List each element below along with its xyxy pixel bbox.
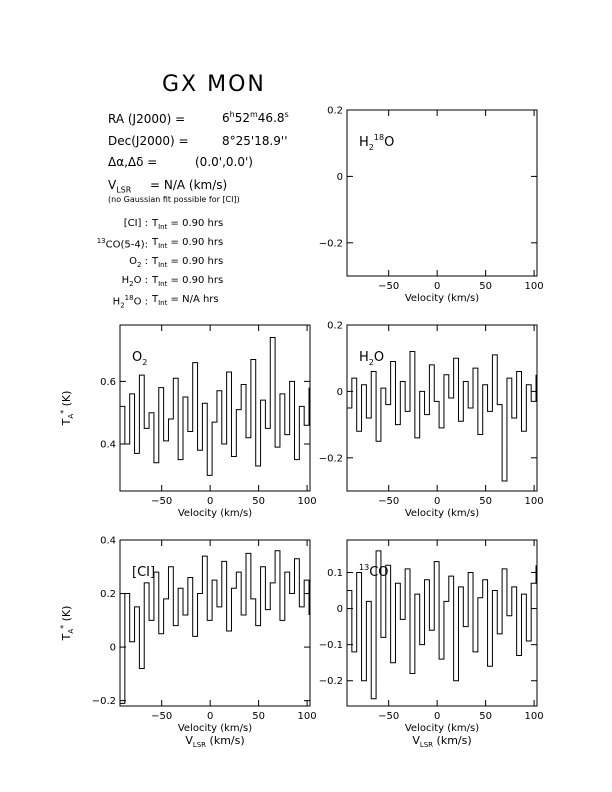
y-tick-label: −0.2 [318,238,343,250]
x-tick-label: 50 [479,281,492,292]
gaussian-note: (no Gaussian fit possible for [CI]) [108,195,240,204]
y-tick-label: 0.4 [100,535,116,547]
y-tick-label: 0.2 [327,320,343,332]
x-tick-label: 100 [524,281,544,292]
dec-label: Dec(J2000) = [108,134,189,148]
dec-value: 8°25'18.9'' [222,134,288,148]
vlsr-value: = N/A (km/s) [150,178,228,192]
integration-time: $T_{Int} = 0.90$ hrs [152,256,224,269]
y-tick-label: 0 [336,386,343,398]
y-tick-label: 0.1 [327,567,343,579]
x-tick-label: 100 [297,496,317,507]
integration-line-label: $^{13}$CO(5-4): [96,237,148,251]
integration-line-label: [CI] : [123,218,148,229]
x-tick-label: 0 [433,496,441,507]
offset-label: Δα,Δδ = [108,155,158,169]
x-tick-label: 50 [479,496,492,507]
integration-time: $T_{Int} = 0.90$ hrs [152,218,224,231]
offset-value: (0.0',0.0') [195,155,253,169]
ra-value: 6$^h$52$^m$46.8$^s$ [222,110,289,125]
x-axis-label: Velocity (km/s) [404,293,480,304]
integration-line-label: $H_2O$ : [121,275,148,288]
x-tick-label: 50 [479,711,492,722]
y-tick-label: 0.4 [100,439,116,451]
vlsr-label: $V_{LSR}$ [108,178,132,195]
x-tick-label: 50 [252,711,265,722]
spectrum-line [120,338,309,476]
y-tick-label: −0.2 [318,676,343,688]
x-tick-label: 100 [524,496,544,507]
y-axis-label: $T_A^*$ (K) [59,605,75,641]
panel-label: $H_2O$ [359,350,385,367]
x-tick-label: 0 [433,281,441,292]
integration-time: $T_{Int} = N/A$ hrs [152,294,219,307]
y-tick-label: −0.1 [318,640,343,652]
y-tick-label: −0.2 [318,453,343,465]
panel-label: $O_2$ [132,350,148,367]
x-tick-label: −50 [378,496,400,507]
x-axis-label: Velocity (km/s) [177,508,253,519]
y-tick-label: 0 [336,604,343,616]
x-axis-label: Velocity (km/s) [404,508,480,519]
integration-line-label: $O_2$ : [129,256,148,269]
x-tick-label: 50 [252,496,265,507]
plot-frame [120,325,310,491]
y-tick-label: 0.6 [100,376,116,388]
page-title: GX MON [162,72,266,97]
y-tick-label: 0.2 [100,589,116,601]
x-axis-label: Velocity (km/s) [177,723,253,734]
y-tick-label: 0 [336,171,343,183]
integration-line-label: $H_2^{18}O$ : [112,294,148,310]
x-axis-label: Velocity (km/s) [404,723,480,734]
integration-time: $T_{Int} = 0.90$ hrs [152,275,224,288]
spectrum-line [347,352,536,481]
y-tick-label: 0 [109,642,116,654]
panel-label: [CI] [132,565,156,580]
y-tick-label: 0.2 [327,105,343,117]
x-tick-label: 0 [206,496,214,507]
y-tick-label: −0.2 [91,696,116,708]
ra-label: RA (J2000) = [108,112,186,126]
x-tick-label: −50 [151,496,173,507]
integration-time: $T_{Int} = 0.90$ hrs [152,237,224,250]
x-tick-label: 100 [297,711,317,722]
x-tick-label: 0 [433,711,441,722]
x-tick-label: 0 [206,711,214,722]
x-tick-label: −50 [378,711,400,722]
vlsr-axis-label: $V_{LSR}$ (km/s) [412,734,472,749]
x-tick-label: −50 [151,711,173,722]
y-axis-label: $T_A^*$ (K) [59,390,75,426]
vlsr-axis-label: $V_{LSR}$ (km/s) [185,734,245,749]
panel-label: $^{13}$CO [359,563,389,580]
x-tick-label: −50 [378,281,400,292]
x-tick-label: 100 [524,711,544,722]
panel-label: $H_2^{18}O$ [359,133,395,152]
